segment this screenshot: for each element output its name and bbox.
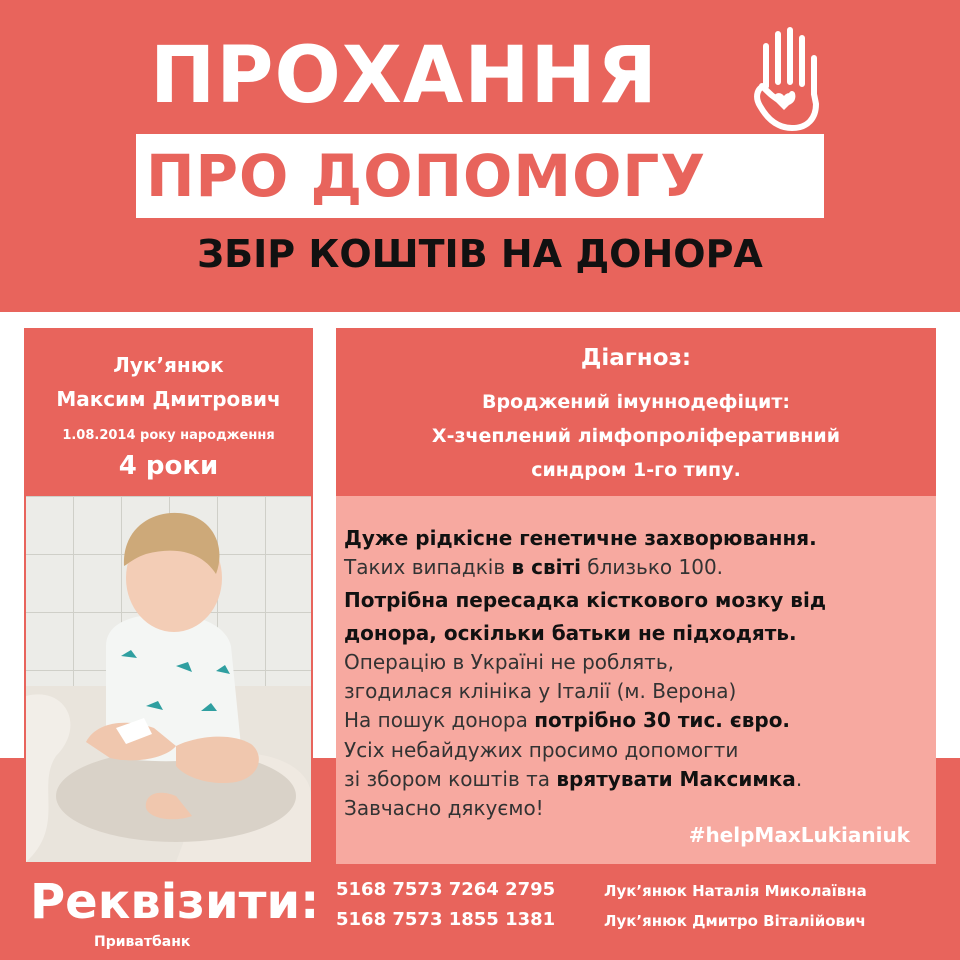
diagnosis-line: Х-зчеплений лімфопроліферативний xyxy=(431,425,841,447)
diagnosis-line: Вроджений імуннодефіцит: xyxy=(482,391,790,413)
description-line: Усіх небайдужих просимо допомогти xyxy=(344,738,739,762)
account-holder: Лук’янюк Наталія Миколаївна xyxy=(604,882,867,900)
child-photo xyxy=(26,496,311,862)
description-line: Таких випадків в світі близько 100. xyxy=(344,555,724,579)
description-line: Операцію в Україні не роблять, xyxy=(344,650,674,674)
person-age: 4 роки xyxy=(118,451,219,481)
description-line: донора, оскільки батьки не підходять. xyxy=(344,621,797,645)
hand-heart-icon xyxy=(748,24,828,134)
bank-name: Приватбанк xyxy=(94,934,191,950)
person-surname: Лук’янюк xyxy=(113,353,224,377)
description-line: зі збором коштів та врятувати Максимка. xyxy=(344,767,803,791)
subtitle: ЗБІР КОШТІВ НА ДОНОРА xyxy=(197,232,763,276)
description-line: Потрібна пересадка кісткового мозку від xyxy=(344,588,826,612)
account-holder: Лук’янюк Дмитро Віталійович xyxy=(604,912,866,930)
person-given-names: Максим Дмитрович xyxy=(56,387,281,411)
person-birth-date: 1.08.2014 року народження xyxy=(62,428,275,443)
account-number: 5168 7573 7264 2795 xyxy=(336,879,556,900)
description-line: згодилася клініка у Італії (м. Верона) xyxy=(344,679,737,703)
description-line: На пошук донора потрібно 30 тис. євро. xyxy=(344,708,791,732)
account-number: 5168 7573 1855 1381 xyxy=(336,909,556,930)
description-line: Завчасно дякуємо! xyxy=(344,796,544,820)
requisites-title: Реквізити: xyxy=(30,874,320,930)
description-line: Дуже рідкісне генетичне захворювання. xyxy=(344,526,817,550)
diagnosis-title: Діагноз: xyxy=(580,345,692,371)
diagnosis-line: синдром 1-го типу. xyxy=(531,459,741,481)
title-line-1: ПРОХАННЯ xyxy=(150,31,658,121)
hashtag: #helpMaxLukianiuk xyxy=(688,823,910,847)
title-line-2: ПРО ДОПОМОГУ xyxy=(146,142,707,210)
